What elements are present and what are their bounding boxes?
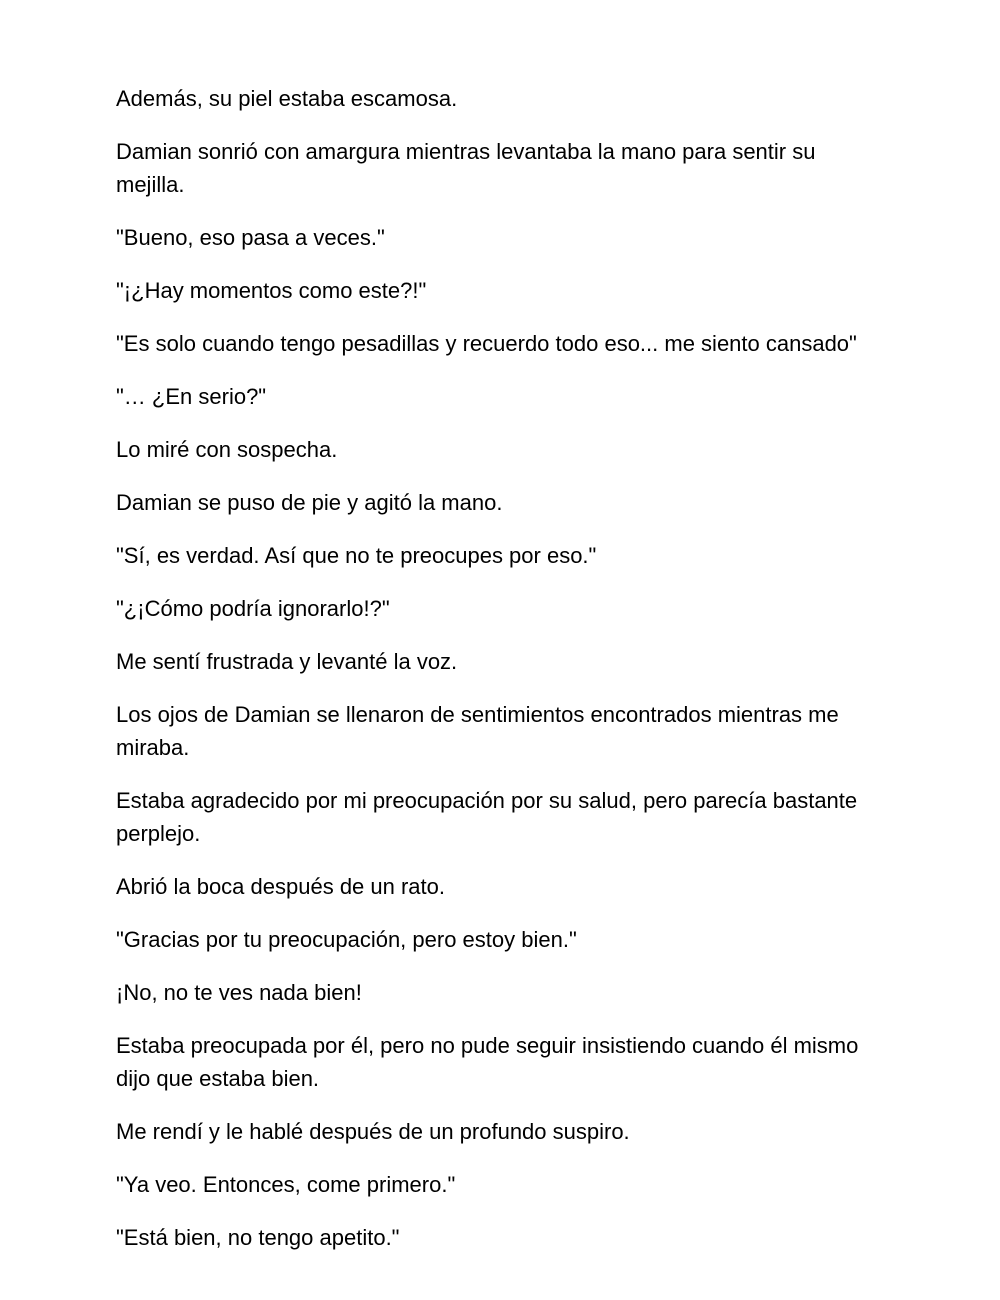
- paragraph: Estaba preocupada por él, pero no pude seguir insistiendo cuando él mismo dijo que estaba bien.: [116, 1033, 859, 1091]
- paragraph: Me rendí y le hablé después de un profundo suspiro.: [116, 1119, 630, 1144]
- paragraph: Damian se puso de pie y agitó la mano.: [116, 490, 503, 515]
- paragraph: ¡No, no te ves nada bien!: [116, 980, 362, 1005]
- paragraph: "… ¿En serio?": [116, 384, 267, 409]
- paragraph: "¿¡Cómo podría ignorarlo!?": [116, 596, 390, 621]
- paragraph: "Es solo cuando tengo pesadillas y recuerdo todo eso... me siento cansado": [116, 331, 857, 356]
- paragraph: "Está bien, no tengo apetito.": [116, 1225, 400, 1250]
- paragraph: "Bueno, eso pasa a veces.": [116, 225, 385, 250]
- paragraph: Damian sonrió con amargura mientras levantaba la mano para sentir su mejilla.: [116, 139, 816, 197]
- paragraph: "¡¿Hay momentos como este?!": [116, 278, 427, 303]
- paragraph: "Gracias por tu preocupación, pero estoy bien.": [116, 927, 577, 952]
- text-body: [116, 82, 886, 1274]
- paragraph: Los ojos de Damian se llenaron de sentimientos encontrados mientras me miraba.: [116, 702, 839, 760]
- paragraph: Me sentí frustrada y levanté la voz.: [116, 649, 458, 674]
- paragraph: "Sí, es verdad. Así que no te preocupes por eso.": [116, 543, 597, 568]
- paragraph: Además, su piel estaba escamosa.: [116, 86, 458, 111]
- paragraph: Lo miré con sospecha.: [116, 437, 338, 462]
- paragraph: "Ya veo. Entonces, come primero.": [116, 1172, 456, 1197]
- paragraph: Estaba agradecido por mi preocupación por su salud, pero parecía bastante perplejo.: [116, 788, 858, 846]
- paragraph: Abrió la boca después de un rato.: [116, 874, 446, 899]
